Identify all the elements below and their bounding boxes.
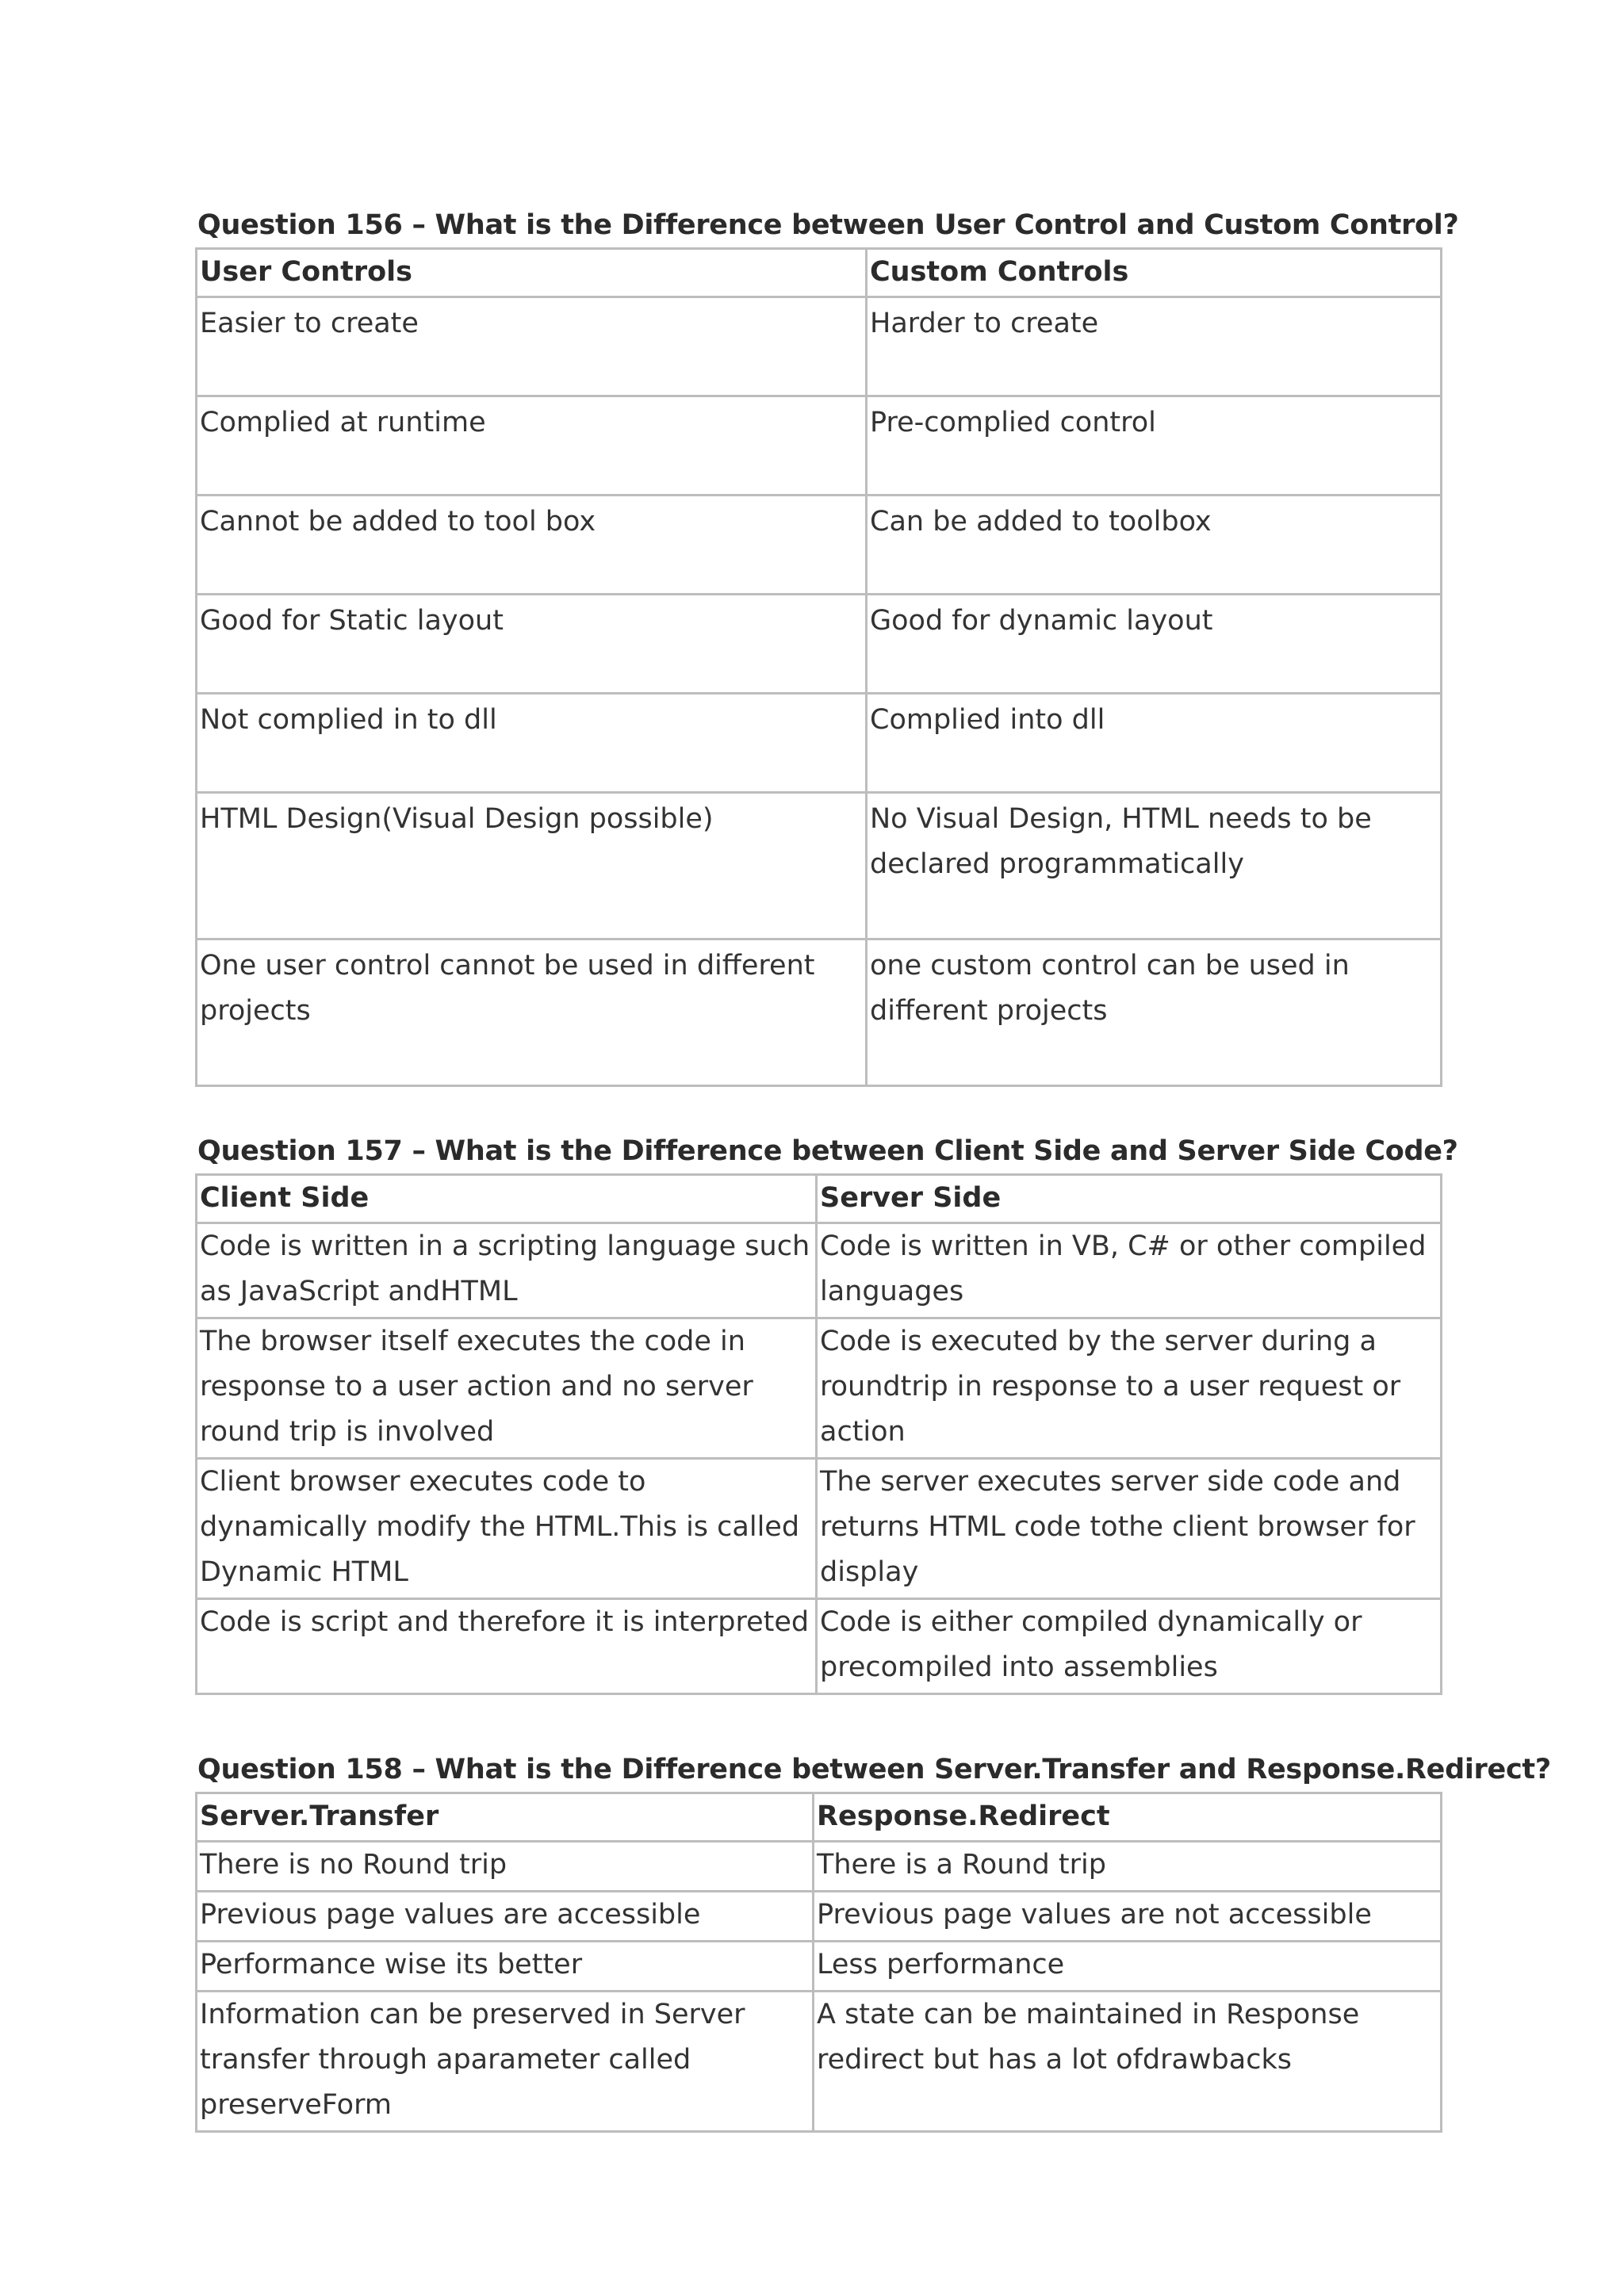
table-header-row (197, 1793, 1442, 1842)
column-header-custom-controls: Custom Controls (867, 249, 1442, 297)
table-cell: Performance wise its better (197, 1942, 814, 1992)
user-vs-custom-control-table (195, 247, 1442, 1087)
table-row (197, 1942, 1442, 1992)
table-row (197, 1318, 1442, 1459)
question-157-section (195, 1134, 1458, 1695)
table-row (197, 1223, 1442, 1318)
column-header-server-side: Server Side (817, 1175, 1442, 1223)
table-row (197, 1992, 1442, 2132)
table-row (197, 595, 1442, 694)
table-row (197, 793, 1442, 939)
question-158-section (195, 1752, 1551, 2133)
question-158-title: Question 158 – What is the Difference between Server.Transfer and Response.Redirect? (197, 1754, 1551, 1785)
table-cell: A state can be maintained in Response redirect but has a lot ofdrawbacks (814, 1992, 1442, 2132)
table-row (197, 297, 1442, 396)
table-cell: Complied at runtime (197, 396, 867, 496)
question-156-title: Question 156 – What is the Difference between User Control and Custom Control? (197, 209, 1459, 241)
table-cell: Code is script and therefore it is interpreted (197, 1599, 817, 1694)
table-cell: Harder to create (867, 297, 1442, 396)
column-header-response-redirect: Response.Redirect (814, 1793, 1442, 1842)
table-cell: Cannot be added to tool box (197, 496, 867, 595)
table-cell: Code is written in VB, C# or other compiled languages (817, 1223, 1442, 1318)
column-header-server-transfer: Server.Transfer (197, 1793, 814, 1842)
question-157-title: Question 157 – What is the Difference between Client Side and Server Side Code? (197, 1135, 1458, 1167)
table-cell: Less performance (814, 1942, 1442, 1992)
table-row (197, 396, 1442, 496)
table-row (197, 1892, 1442, 1942)
transfer-vs-redirect-table (195, 1792, 1442, 2133)
table-cell: One user control cannot be used in different projects (197, 939, 867, 1086)
table-cell: Good for dynamic layout (867, 595, 1442, 694)
table-row (197, 694, 1442, 793)
table-cell: Information can be preserved in Server transfer through aparameter called preserveForm (197, 1992, 814, 2132)
table-cell: Code is written in a scripting language such as JavaScript andHTML (197, 1223, 817, 1318)
table-cell: No Visual Design, HTML needs to be declared programmatically (867, 793, 1442, 939)
table-row (197, 1842, 1442, 1892)
table-cell: There is no Round trip (197, 1842, 814, 1892)
table-cell: Code is either compiled dynamically or precompiled into assemblies (817, 1599, 1442, 1694)
table-row (197, 1459, 1442, 1599)
table-cell: Previous page values are accessible (197, 1892, 814, 1942)
table-cell: There is a Round trip (814, 1842, 1442, 1892)
table-cell: Code is executed by the server during a roundtrip in response to a user request or action (817, 1318, 1442, 1459)
table-cell: Previous page values are not accessible (814, 1892, 1442, 1942)
table-cell: Easier to create (197, 297, 867, 396)
table-cell: The server executes server side code and returns HTML code tothe client browser for display (817, 1459, 1442, 1599)
column-header-user-controls: User Controls (197, 249, 867, 297)
table-row (197, 1599, 1442, 1694)
table-cell: Not complied in to dll (197, 694, 867, 793)
table-cell: Complied into dll (867, 694, 1442, 793)
table-row (197, 939, 1442, 1086)
client-vs-server-side-table (195, 1173, 1442, 1695)
column-header-client-side: Client Side (197, 1175, 817, 1223)
question-156-section (195, 208, 1459, 1087)
table-cell: one custom control can be used in different projects (867, 939, 1442, 1086)
table-cell: The browser itself executes the code in response to a user action and no server round trip is involved (197, 1318, 817, 1459)
table-cell: Client browser executes code to dynamically modify the HTML.This is called Dynamic HTML (197, 1459, 817, 1599)
table-cell: Can be added to toolbox (867, 496, 1442, 595)
table-cell: HTML Design(Visual Design possible) (197, 793, 867, 939)
table-row (197, 496, 1442, 595)
table-header-row (197, 1175, 1442, 1223)
table-cell: Pre-complied control (867, 396, 1442, 496)
table-cell: Good for Static layout (197, 595, 867, 694)
table-header-row (197, 249, 1442, 297)
